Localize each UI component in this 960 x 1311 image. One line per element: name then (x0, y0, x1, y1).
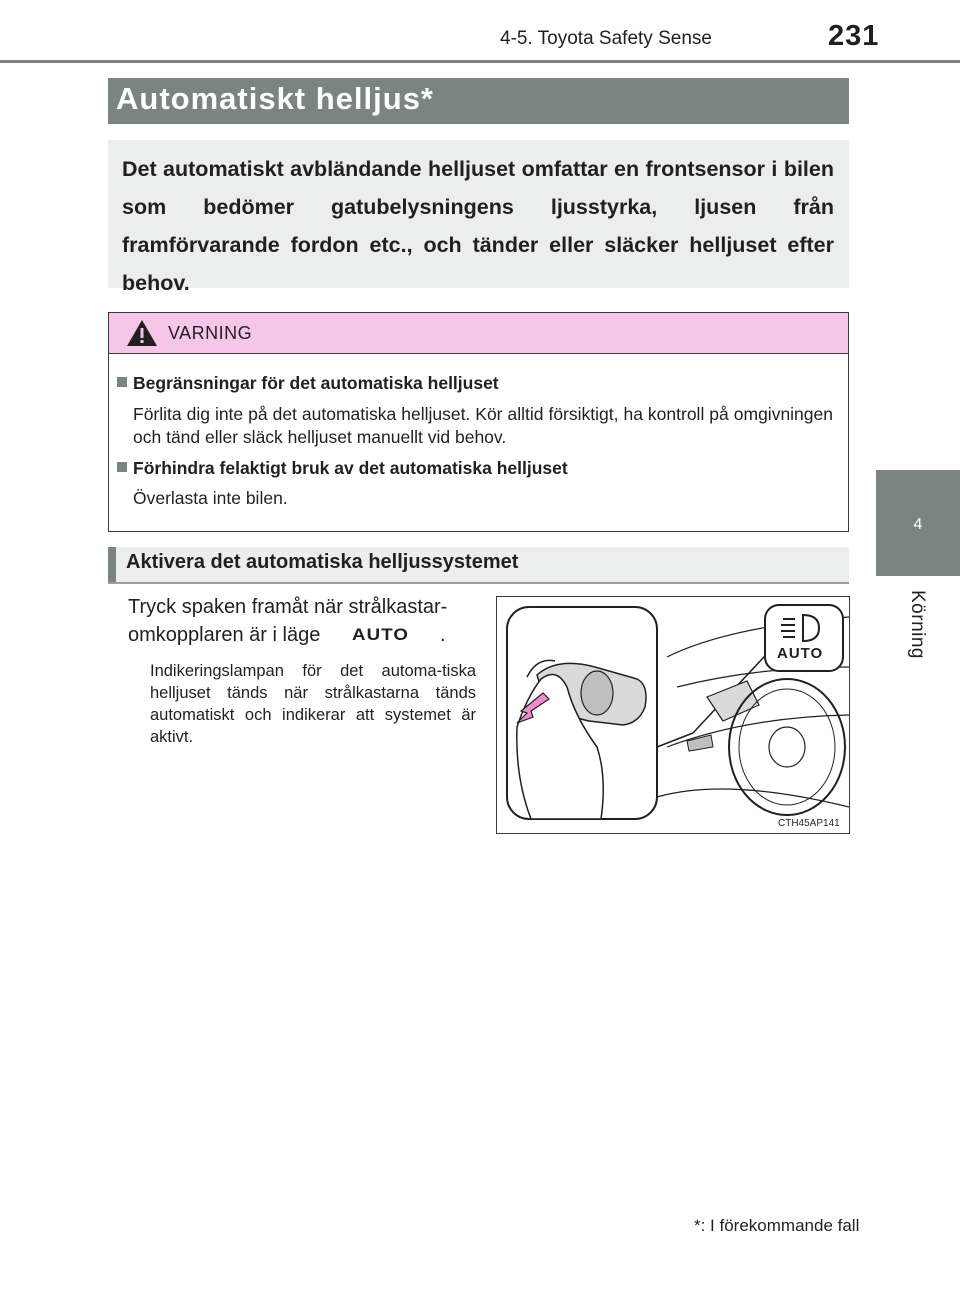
lever-illustration (496, 596, 850, 834)
step-text-line1: Tryck spaken framåt när strålkastar- (128, 596, 448, 618)
chapter-label: Körning (907, 590, 928, 659)
step-text-end: . (440, 624, 446, 646)
chapter-number: 4 (913, 516, 923, 533)
intro-text: Det automatiskt avbländande helljuset omfattar en frontsensor i bilen som bedömer gatubelysningens ljusstyrka, ljusen från framförvarande fordon etc., och tänder eller släcker helljuset efter behov. (122, 157, 834, 295)
warning-triangle-icon (126, 318, 158, 348)
illustration-auto-badge: AUTO (777, 645, 824, 662)
warning-item-heading: Förhindra felaktigt bruk av det automatiska helljuset (133, 458, 568, 478)
footnote: *: I förekommande fall (694, 1216, 860, 1235)
bullet-square-icon (117, 462, 127, 472)
warning-item-body: Förlita dig inte på det automatiska helljuset. Kör alltid försiktigt, ha kontroll på omgivningen och tänd eller släck helljuset manuellt vid behov. (133, 404, 833, 447)
bullet-square-icon (117, 377, 127, 387)
illustration-code: CTH45AP141 (778, 818, 840, 829)
warning-item-body: Överlasta inte bilen. (133, 488, 288, 508)
warning-label: VARNING (168, 323, 253, 343)
header-rule (0, 60, 960, 63)
page-number: 231 (828, 20, 880, 52)
auto-symbol: AUTO (352, 625, 410, 644)
section-accent (108, 547, 116, 582)
header-section-title: 4-5. Toyota Safety Sense (500, 28, 712, 49)
section-title: Aktivera det automatiska helljussystemet (126, 551, 519, 573)
step-note: Indikeringslampan för det automa-tiska helljuset tänds när strålkastarna tänds automatiskt och indikerar att systemet är aktivt. (150, 662, 476, 746)
lever-illustration-drawing (497, 597, 849, 833)
warning-item-heading: Begränsningar för det automatiska helljuset (133, 373, 499, 393)
step-text-line2: omkopplaren är i läge (128, 624, 321, 646)
page-title: Automatiskt helljus* (116, 81, 434, 116)
